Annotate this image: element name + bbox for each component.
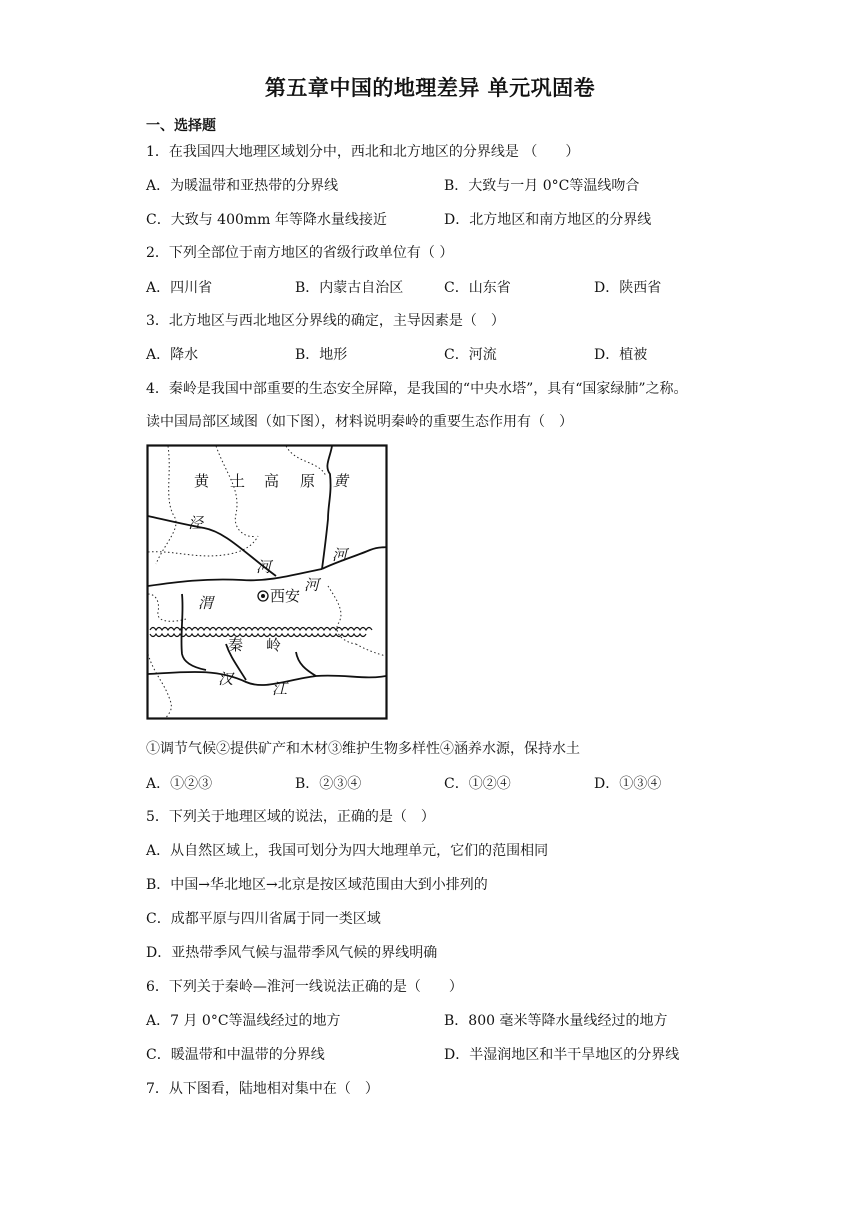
map-label-yuan: 原 — [300, 472, 316, 490]
question-1-stem: 1．在我国四大地理区域划分中，西北和北方地区的分界线是 （ ） — [146, 144, 580, 160]
question-6-option-a[interactable]: A．7 月 0°C等温线经过的地方 — [146, 1013, 341, 1029]
question-7-stem: 7．从下图看，陆地相对集中在（ ） — [146, 1081, 379, 1097]
question-6-stem: 6．下列关于秦岭—淮河一线说法正确的是（ ） — [146, 979, 463, 995]
map-label-jiang: 江 — [272, 680, 288, 698]
question-5-option-a[interactable]: A．从自然区域上，我国可划分为四大地理单元，它们的范围相同 — [146, 843, 549, 859]
map-label-ling: 岭 — [266, 636, 282, 654]
question-4-stem-line-2: 读中国局部区域图（如下图），材料说明秦岭的重要生态作用有（ ） — [146, 414, 573, 430]
map-label-tu: 土 — [230, 472, 246, 490]
question-6-option-b[interactable]: B．800 毫米等降水量线经过的地方 — [444, 1013, 668, 1029]
map-label-han: 汉 — [218, 670, 234, 688]
map-label-huang-he: 河 — [332, 546, 348, 564]
qinling-mountain-symbol — [150, 628, 372, 637]
question-6-option-c[interactable]: C．暖温带和中温带的分界线 — [146, 1047, 325, 1063]
question-4-option-d[interactable]: D．①③④ — [594, 776, 662, 792]
question-1-option-d[interactable]: D．北方地区和南方地区的分界线 — [444, 212, 652, 228]
question-1-option-a[interactable]: A．为暖温带和亚热带的分界线 — [146, 178, 339, 194]
question-1-option-b[interactable]: B．大致与一月 0°C等温线吻合 — [444, 178, 640, 194]
question-2-option-c[interactable]: C．山东省 — [444, 280, 511, 296]
page-title: 第五章中国的地理差异 单元巩固卷 — [264, 76, 596, 100]
question-6-option-d[interactable]: D．半湿润地区和半干旱地区的分界线 — [444, 1047, 680, 1063]
question-5-option-c[interactable]: C．成都平原与四川省属于同一类区域 — [146, 911, 381, 927]
question-5-stem: 5．下列关于地理区域的说法，正确的是（ ） — [146, 809, 435, 825]
question-2-stem: 2．下列全部位于南方地区的省级行政单位有（ ） — [146, 245, 454, 261]
question-3-option-a[interactable]: A．降水 — [146, 347, 199, 363]
map-label-huang-river: 黄 — [333, 472, 349, 490]
question-3-option-b[interactable]: B．地形 — [295, 347, 348, 363]
map-label-jing-he: 河 — [256, 558, 272, 576]
qinling-region-map — [146, 444, 388, 720]
question-5-option-d[interactable]: D．亚热带季风气候与温带季风气候的界线明确 — [146, 945, 438, 961]
question-2-option-b[interactable]: B．内蒙古自治区 — [295, 280, 404, 296]
question-4-items: ①调节气候②提供矿产和木材③维护生物多样性④涵养水源，保持水土 — [146, 741, 580, 757]
map-label-wei-he: 河 — [304, 576, 320, 594]
question-3-option-d[interactable]: D．植被 — [594, 347, 648, 363]
map-label-gao: 高 — [264, 472, 280, 490]
map-label-huang: 黄 — [194, 472, 210, 490]
map-label-xian: 西安 — [270, 587, 301, 605]
map-label-jing: 泾 — [188, 514, 204, 532]
map-label-qin: 秦 — [228, 636, 244, 654]
question-4-option-a[interactable]: A．①②③ — [146, 776, 213, 792]
question-2-option-a[interactable]: A．四川省 — [146, 280, 213, 296]
question-4-option-b[interactable]: B．②③④ — [295, 776, 362, 792]
question-4-option-c[interactable]: C．①②④ — [444, 776, 511, 792]
section-heading: 一、选择题 — [146, 118, 216, 134]
xian-city-symbol — [258, 591, 268, 601]
question-2-option-d[interactable]: D．陕西省 — [594, 280, 662, 296]
map-label-wei: 渭 — [198, 594, 214, 612]
question-4-stem-line-1: 4．秦岭是我国中部重要的生态安全屏障，是我国的“中央水塔”，具有“国家绿肺”之称。 — [146, 381, 688, 397]
question-1-option-c[interactable]: C．大致与 400mm 年等降水量线接近 — [146, 212, 387, 228]
question-5-option-b[interactable]: B．中国→华北地区→北京是按区域范围由大到小排列的 — [146, 877, 488, 893]
question-3-stem: 3．北方地区与西北地区分界线的确定，主导因素是（ ） — [146, 313, 505, 329]
question-3-option-c[interactable]: C．河流 — [444, 347, 497, 363]
